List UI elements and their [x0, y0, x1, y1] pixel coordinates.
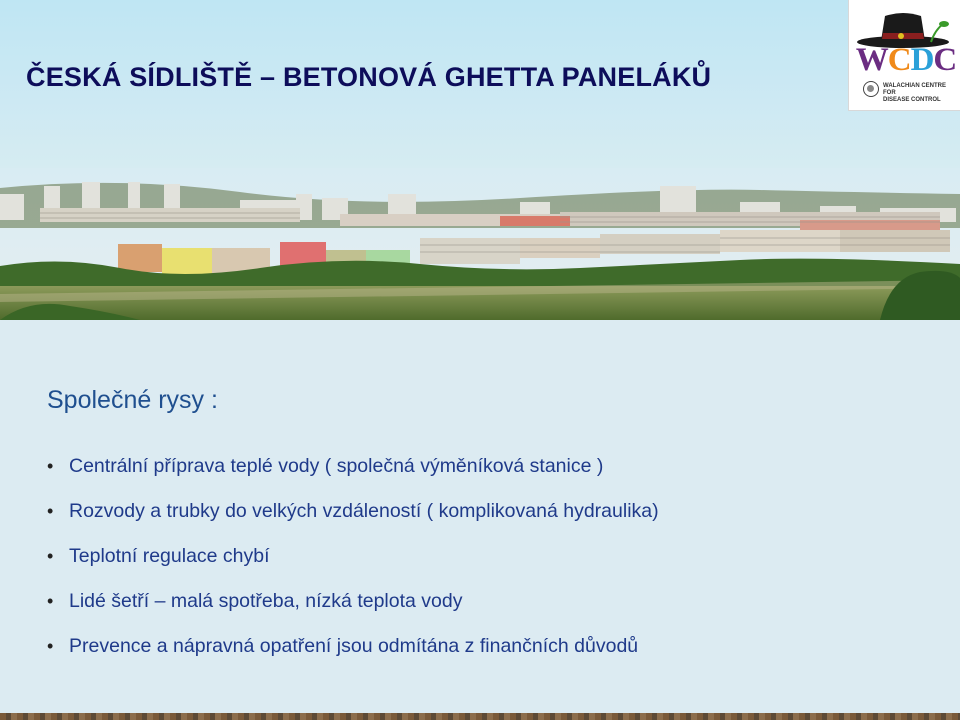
logo-caption [883, 83, 959, 104]
bullet-item: • Prevence a nápravná opatření jsou odmítána z finančních důvodů [47, 632, 659, 677]
bullet-item: • Teplotní regulace chybí [47, 542, 659, 587]
header-band [0, 0, 960, 170]
bullet-list [47, 452, 659, 677]
logo-letter-c1: C [887, 42, 911, 78]
bullet-item: • Centrální příprava teplé vody ( společná výměníková stanice ) [47, 452, 659, 497]
logo-letter-w: W [855, 42, 888, 78]
logo-caption-line-2: DISEASE CONTROL [883, 97, 941, 103]
bullet-item: • Rozvody a trubky do velkých vzdáleností ( komplikovaná hydraulika) [47, 497, 659, 542]
logo-letters [854, 44, 958, 77]
bullet-item: • Lidé šetří – malá spotřeba, nízká teplota vody [47, 587, 659, 632]
bottom-decor-strip [0, 713, 960, 720]
section-heading: Společné rysy : [47, 386, 218, 414]
logo-letter-d: D [910, 42, 934, 78]
logo-caption-line-1: WALACHIAN CENTRE FOR [883, 83, 946, 96]
housing-estate-photo [0, 168, 960, 320]
wcdc-logo [848, 0, 960, 111]
logo-letter-c2: C [933, 42, 957, 78]
seal-icon [863, 81, 879, 97]
slide-title: ČESKÁ SÍDLIŠTĚ – BETONOVÁ GHETTA PANELÁKŮ [26, 62, 712, 92]
